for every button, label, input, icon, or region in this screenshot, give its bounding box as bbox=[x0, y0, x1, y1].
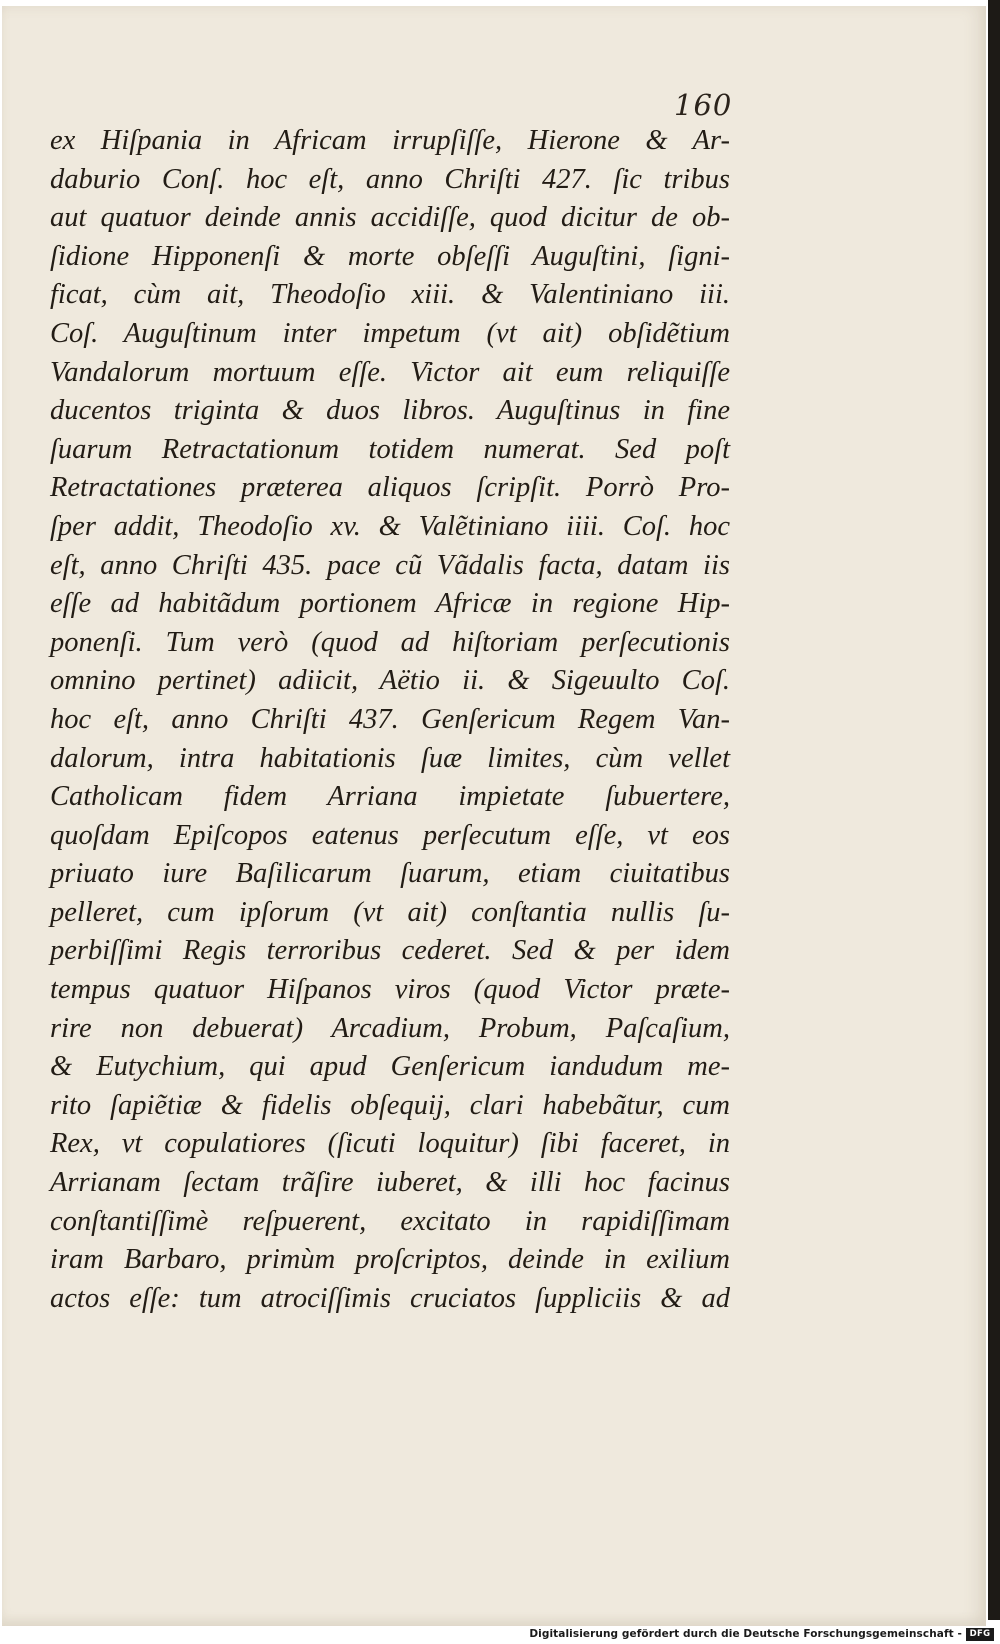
text-line: eſſe ad habitãdum portionem Africæ in regione Hip- bbox=[50, 588, 730, 620]
dfg-logo-icon: DFG bbox=[966, 1628, 994, 1641]
text-line: perbiſſimi Regis terroribus cederet. Sed & per idem bbox=[50, 935, 730, 967]
text-line: rito ſapiẽtiæ & fidelis obſequij, clari habebãtur, cum bbox=[50, 1089, 730, 1121]
text-line: ſper addit, Theodoſio xv. & Valẽtiniano iiii. Coſ. hoc bbox=[50, 510, 730, 542]
text-line: & Eutychium, qui apud Genſericum iandudum me- bbox=[50, 1051, 730, 1083]
text-line: Vandalorum mortuum eſſe. Victor ait eum reliquiſſe bbox=[50, 356, 730, 388]
text-body bbox=[50, 122, 730, 1318]
footer-bar bbox=[0, 1626, 1000, 1644]
text-line: priuato iure Baſilicarum ſuarum, etiam ciuitatibus bbox=[50, 858, 730, 890]
paper-page bbox=[2, 6, 986, 1626]
text-line: ducentos triginta & duos libros. Auguſtinus in fine bbox=[50, 395, 730, 427]
text-line: Catholicam fidem Arriana impietate ſubuertere, bbox=[50, 781, 730, 813]
text-line: Arrianam ſectam trãſire iuberet, & illi hoc facinus bbox=[50, 1167, 730, 1199]
text-line: pelleret, cum ipſorum (vt ait) conſtantia nullis ſu- bbox=[50, 896, 730, 928]
page-edge bbox=[988, 0, 1000, 1620]
text-line: dalorum, intra habitationis ſuæ limites, cùm vellet bbox=[50, 742, 730, 774]
text-line: conſtantiſſimè reſpuerent, excitato in rapidiſſimam bbox=[50, 1205, 730, 1237]
text-line: daburio Conſ. hoc eſt, anno Chriſti 427. ſic tribus bbox=[50, 163, 730, 195]
text-line: quoſdam Epiſcopos eatenus perſecutum eſſe, vt eos bbox=[50, 819, 730, 851]
text-line: hoc eſt, anno Chriſti 437. Genſericum Regem Van- bbox=[50, 703, 730, 735]
text-line: ficat, cùm ait, Theodoſio xiii. & Valentiniano iii. bbox=[50, 279, 730, 311]
text-line: ſuarum Retractationum totidem numerat. Sed poſt bbox=[50, 433, 730, 465]
text-line: eſt, anno Chriſti 435. pace cũ Vãdalis facta, datam iis bbox=[50, 549, 730, 581]
text-line: actos eſſe: tum atrociſſimis cruciatos ſuppliciis & ad bbox=[50, 1282, 730, 1314]
text-line: ex Hiſpania in Africam irrupſiſſe, Hierone & Ar- bbox=[50, 125, 730, 156]
footer-credit: Digitalisierung gefördert durch die Deutsche Forschungsgemeinschaft - bbox=[529, 1628, 962, 1640]
page-number: 160 bbox=[674, 88, 733, 122]
text-line: Retractationes præterea aliquos ſcripſit. Porrò Pro- bbox=[50, 472, 730, 504]
text-line: omnino pertinet) adiicit, Aëtio ii. & Sigeuulto Coſ. bbox=[50, 665, 730, 697]
text-line: rire non debuerat) Arcadium, Probum, Paſcaſium, bbox=[50, 1012, 730, 1044]
text-line: Coſ. Auguſtinum inter impetum (vt ait) obſidẽtium bbox=[50, 317, 730, 349]
text-line: ponenſi. Tum verò (quod ad hiſtoriam perſecutionis bbox=[50, 626, 730, 658]
text-line: iram Barbaro, primùm proſcriptos, deinde in exilium bbox=[50, 1244, 730, 1276]
text-line: ſidione Hipponenſi & morte obſeſſi Auguſtini, ſigni- bbox=[50, 240, 730, 272]
text-line: Rex, vt copulatiores (ſicuti loquitur) ſibi faceret, in bbox=[50, 1128, 730, 1160]
text-line: tempus quatuor Hiſpanos viros (quod Victor præte- bbox=[50, 974, 730, 1006]
text-line: aut quatuor deinde annis accidiſſe, quod dicitur de ob- bbox=[50, 202, 730, 234]
